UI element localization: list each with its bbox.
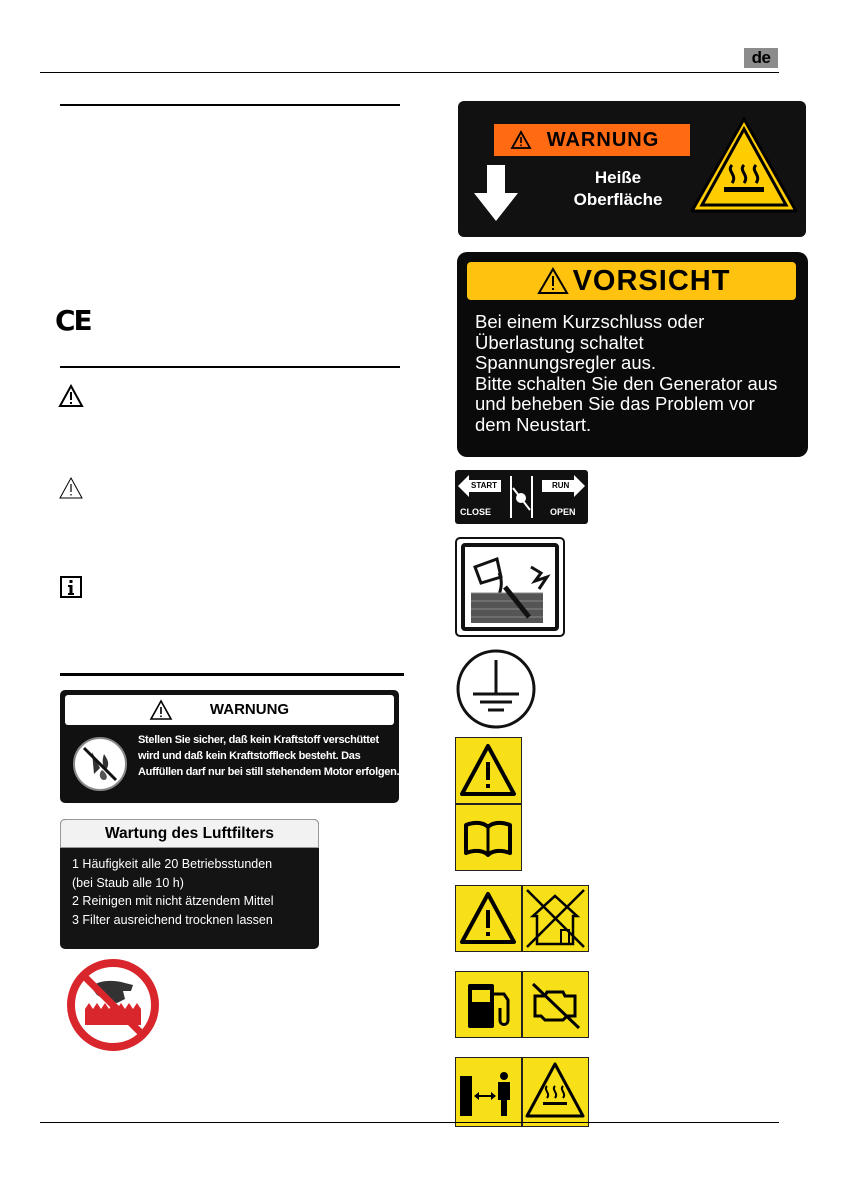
caution-title-bar (467, 262, 796, 300)
section-rule-3 (60, 673, 404, 676)
hot-surface-label (458, 101, 806, 237)
caution-line: Spannungsregler aus. (475, 352, 657, 373)
caution-label (457, 252, 808, 457)
caution-line: Bitte schalten Sie den Generator aus (475, 372, 778, 394)
fuel-pump-cell (455, 971, 522, 1038)
fuel-warning-title: WARNUNG (209, 701, 290, 718)
air-filter-line: 3 Filter ausreichend trocknen lassen (72, 912, 273, 927)
info-icon (60, 576, 82, 598)
ground-symbol-icon (455, 648, 537, 730)
caution-text (475, 312, 805, 435)
warning-triangle-icon (58, 384, 84, 408)
caution-triangle-icon (58, 476, 84, 500)
hot-surface-line1: Heiße (594, 168, 642, 187)
hot-surface-title-bar (494, 124, 690, 156)
air-filter-line: 1 Häufigkeit alle 20 Betriebsstunden (72, 857, 273, 871)
section-rule-2 (60, 366, 400, 368)
fuel-pump-icon (456, 972, 521, 1037)
fuel-pouring-icon (455, 537, 565, 637)
header-divider (40, 72, 779, 73)
caution-line: Bei einem Kurzschluss oder (475, 311, 705, 332)
choke-open: OPEN (550, 507, 576, 517)
caution-line: Überlastung schaltet (475, 331, 644, 353)
hot-surface-warning-icon (523, 1058, 588, 1126)
engine-off-icon (523, 972, 588, 1037)
hot-surface-line2: Oberfläche (573, 190, 663, 209)
language-badge: de (744, 48, 778, 68)
choke-run: RUN (552, 481, 570, 490)
hot-surface-sign-icon (688, 115, 800, 215)
keep-distance-icon (456, 1058, 521, 1126)
stop-engine-cell (522, 971, 589, 1038)
caution-line: dem Neustart. (475, 413, 592, 435)
down-arrow-icon (474, 165, 518, 221)
fuel-warning-label (60, 690, 399, 803)
ce-mark: CE (55, 304, 91, 337)
caution-line: und beheben Sie das Problem vor (475, 393, 755, 414)
no-indoor-use-cell (522, 885, 589, 952)
no-indoor-use-icon (523, 886, 588, 951)
read-manual-cell (455, 804, 522, 871)
air-filter-lines (72, 855, 317, 929)
warning-triangle-icon (456, 738, 521, 803)
warning-triangle-icon (149, 699, 173, 721)
choke-close: CLOSE (460, 507, 492, 517)
section-rule-1 (60, 104, 400, 106)
fuel-warning-title-bar (65, 695, 394, 725)
hot-surface-title: WARNUNG (546, 129, 660, 151)
no-fuel-spill-icon (70, 734, 130, 794)
air-filter-line: (bei Staub alle 10 h) (72, 875, 184, 890)
book-icon (456, 805, 521, 870)
air-filter-label (60, 819, 319, 949)
keep-distance-cell (455, 1057, 522, 1127)
hot-surface-cell (522, 1057, 589, 1127)
warning-sign-cell (455, 737, 522, 804)
warning-triangle-icon (537, 267, 569, 295)
choke-start: START (471, 481, 498, 490)
warning-sign-cell (455, 885, 522, 952)
choke-label (455, 470, 588, 524)
warning-triangle-icon (510, 130, 532, 150)
caution-title: VORSICHT (572, 265, 731, 297)
air-filter-title: Wartung des Luftfilters (60, 819, 319, 848)
do-not-touch-hot-surface-icon (67, 959, 159, 1051)
warning-triangle-icon (456, 886, 521, 951)
footer-divider (40, 1122, 779, 1123)
fuel-warning-text: Stellen Sie sicher, daß kein Kraftstoff verschüttet wird und daß kein Kraftstoffleck besteht. Das Auffüllen darf nur bei still stehendem Motor erfolgen. (138, 734, 400, 778)
air-filter-line: 2 Reinigen mit nicht ätzendem Mittel (72, 894, 274, 908)
